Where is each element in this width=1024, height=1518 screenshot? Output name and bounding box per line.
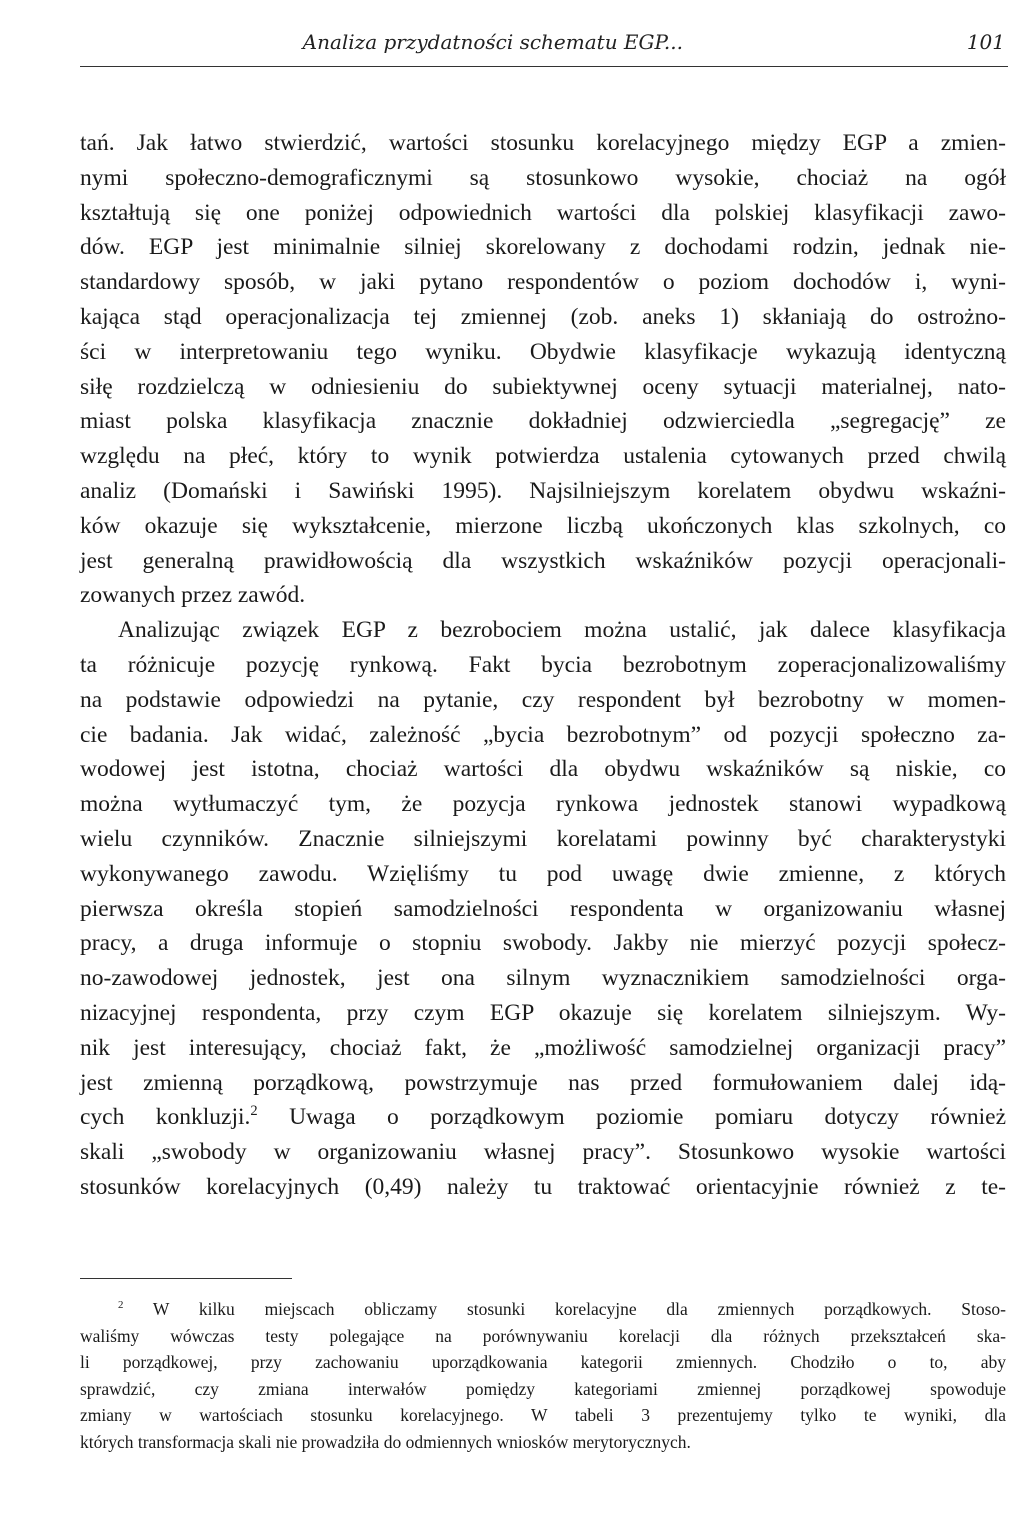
text-line: wykonywanego zawodu. Wzięliśmy tu pod uwagę dwie zmienne, z których (80, 860, 1006, 887)
text-line: jest generalną prawidłowością dla wszystkich wskaźników pozycji operacjonali- (80, 547, 1006, 574)
text-line: nik jest interesujący, chociaż fakt, że „możliwość samodzielnej organizacji pracy” (80, 1034, 1006, 1061)
footnote-line: zmiany w wartościach stosunku korelacyjnego. W tabeli 3 prezentujemy tylko te wyniki, dla (80, 1405, 1006, 1425)
running-title: Analiza przydatności schematu EGP... (302, 30, 683, 54)
page-number: 101 (966, 30, 1005, 54)
footnote-rule (80, 1278, 292, 1279)
text-line: pracy, a druga informuje o stopniu swobody. Jakby nie mierzyć pozycji społecz- (80, 930, 1006, 957)
footnote-line (80, 1296, 1006, 1323)
text-fragment: cych konkluzji. (80, 1104, 251, 1131)
footnote (80, 1296, 1006, 1455)
text-line: tań. Jak łatwo stwierdzić, wartości stosunku korelacyjnego między EGP a zmien- (80, 130, 1006, 156)
text-line-with-footnote-ref (80, 1100, 1006, 1135)
text-line: wodowej jest istotna, chociaż wartości dla obydwu wskaźników są niskie, co (80, 756, 1006, 783)
running-head (80, 30, 1005, 64)
text-line: kająca stąd operacjonalizacja tej zmiennej (zob. aneks 1) skłaniają do ostrożno- (80, 303, 1006, 330)
footnote-marker: 2 (118, 1299, 124, 1312)
text-line: jest zmienną porządkową, powstrzymuje nas przed formułowaniem dalej idą- (80, 1069, 1006, 1096)
text-line: siłę rozdzielczą w odniesieniu do subiektywnej oceny sytuacji materialnej, nato- (80, 373, 1006, 400)
text-line: nymi społeczno-demograficznymi są stosunkowo wysokie, chociaż na ogół (80, 164, 1006, 191)
paragraph-end-line: zowanych przez zawód. (80, 582, 306, 609)
text-line: ków okazuje się wykształcenie, mierzone liczbą ukończonych klas szkolnych, co (80, 512, 1006, 539)
text-line: kształtują się one poniżej odpowiednich wartości dla polskiej klasyfikacji zawo- (80, 199, 1006, 226)
footnote-line: li porządkowej, przy zachowaniu uporządkowania kategorii zmiennych. Chodziło o to, aby (80, 1352, 1006, 1372)
footnote-line: waliśmy wówczas testy polegające na porównywaniu korelacji dla różnych przekształceń ska- (80, 1325, 1006, 1346)
paragraph-start-line: Analizując związek EGP z bezrobociem można ustalić, jak dalece klasyfikacja (118, 617, 1006, 644)
footnote-text: W kilku miejscach obliczamy stosunki korelacyjne dla zmiennych porządkowych. Stoso- (123, 1299, 1006, 1319)
text-line: miast polska klasyfikacja znacznie dokładniej odzwierciedla „segregację” ze (80, 408, 1006, 435)
text-line: na podstawie odpowiedzi na pytanie, czy respondent był bezrobotny w momen- (80, 686, 1006, 713)
text-line: standardowy sposób, w jaki pytano respondentów o poziom dochodów i, wyni- (80, 269, 1006, 296)
text-line: cie badania. Jak widać, zależność „bycia bezrobotnym” od pozycji społeczno za- (80, 721, 1006, 748)
text-line: ta różnicuje pozycję rynkową. Fakt bycia bezrobotnym zoperacjonalizowaliśmy (80, 651, 1006, 678)
text-line: stosunków korelacyjnych (0,49) należy tu traktować orientacyjnie również z te- (80, 1173, 1006, 1200)
text-line: analiz (Domański i Sawiński 1995). Najsilniejszym korelatem obydwu wskaźni- (80, 477, 1006, 504)
text-line: ści w interpretowaniu tego wyniku. Obydwie klasyfikacje wykazują identyczną (80, 338, 1006, 365)
footnote-line: sprawdzić, czy zmiana interwałów pomiędzy kategoriami zmiennej porządkowej spowoduje (80, 1378, 1006, 1399)
text-line: pierwsza określa stopień samodzielności respondenta w organizowaniu własnej (80, 895, 1006, 922)
text-line: nizacyjnej respondenta, przy czym EGP okazuje się korelatem silniejszym. Wy- (80, 999, 1006, 1026)
text-line: względu na płeć, który to wynik potwierdza ustalenia cytowanych przed chwilą (80, 443, 1006, 470)
footnote-line: których transformacja skali nie prowadziła do odmiennych wniosków merytorycznych. (80, 1431, 691, 1452)
text-line: można wytłumaczyć tym, że pozycja rynkowa jednostek stanowi wypadkową (80, 791, 1006, 818)
text-line: no-zawodowej jednostek, jest ona silnym wyznacznikiem samodzielności orga- (80, 965, 1006, 992)
body-text (80, 126, 1006, 1205)
text-line: skali „swobody w organizowaniu własnej pracy”. Stosunkowo wysokie wartości (80, 1139, 1006, 1166)
text-line: wielu czynników. Znacznie silniejszymi korelatami powinny być charakterystyki (80, 825, 1006, 852)
text-line: dów. EGP jest minimalnie silniej skorelowany z dochodami rodzin, jednak nie- (80, 234, 1006, 261)
footnote-reference[interactable]: 2 (250, 1103, 258, 1120)
text-fragment: Uwaga o porządkowym poziomie pomiaru dotyczy również (257, 1104, 1006, 1131)
header-rule (80, 66, 1008, 67)
